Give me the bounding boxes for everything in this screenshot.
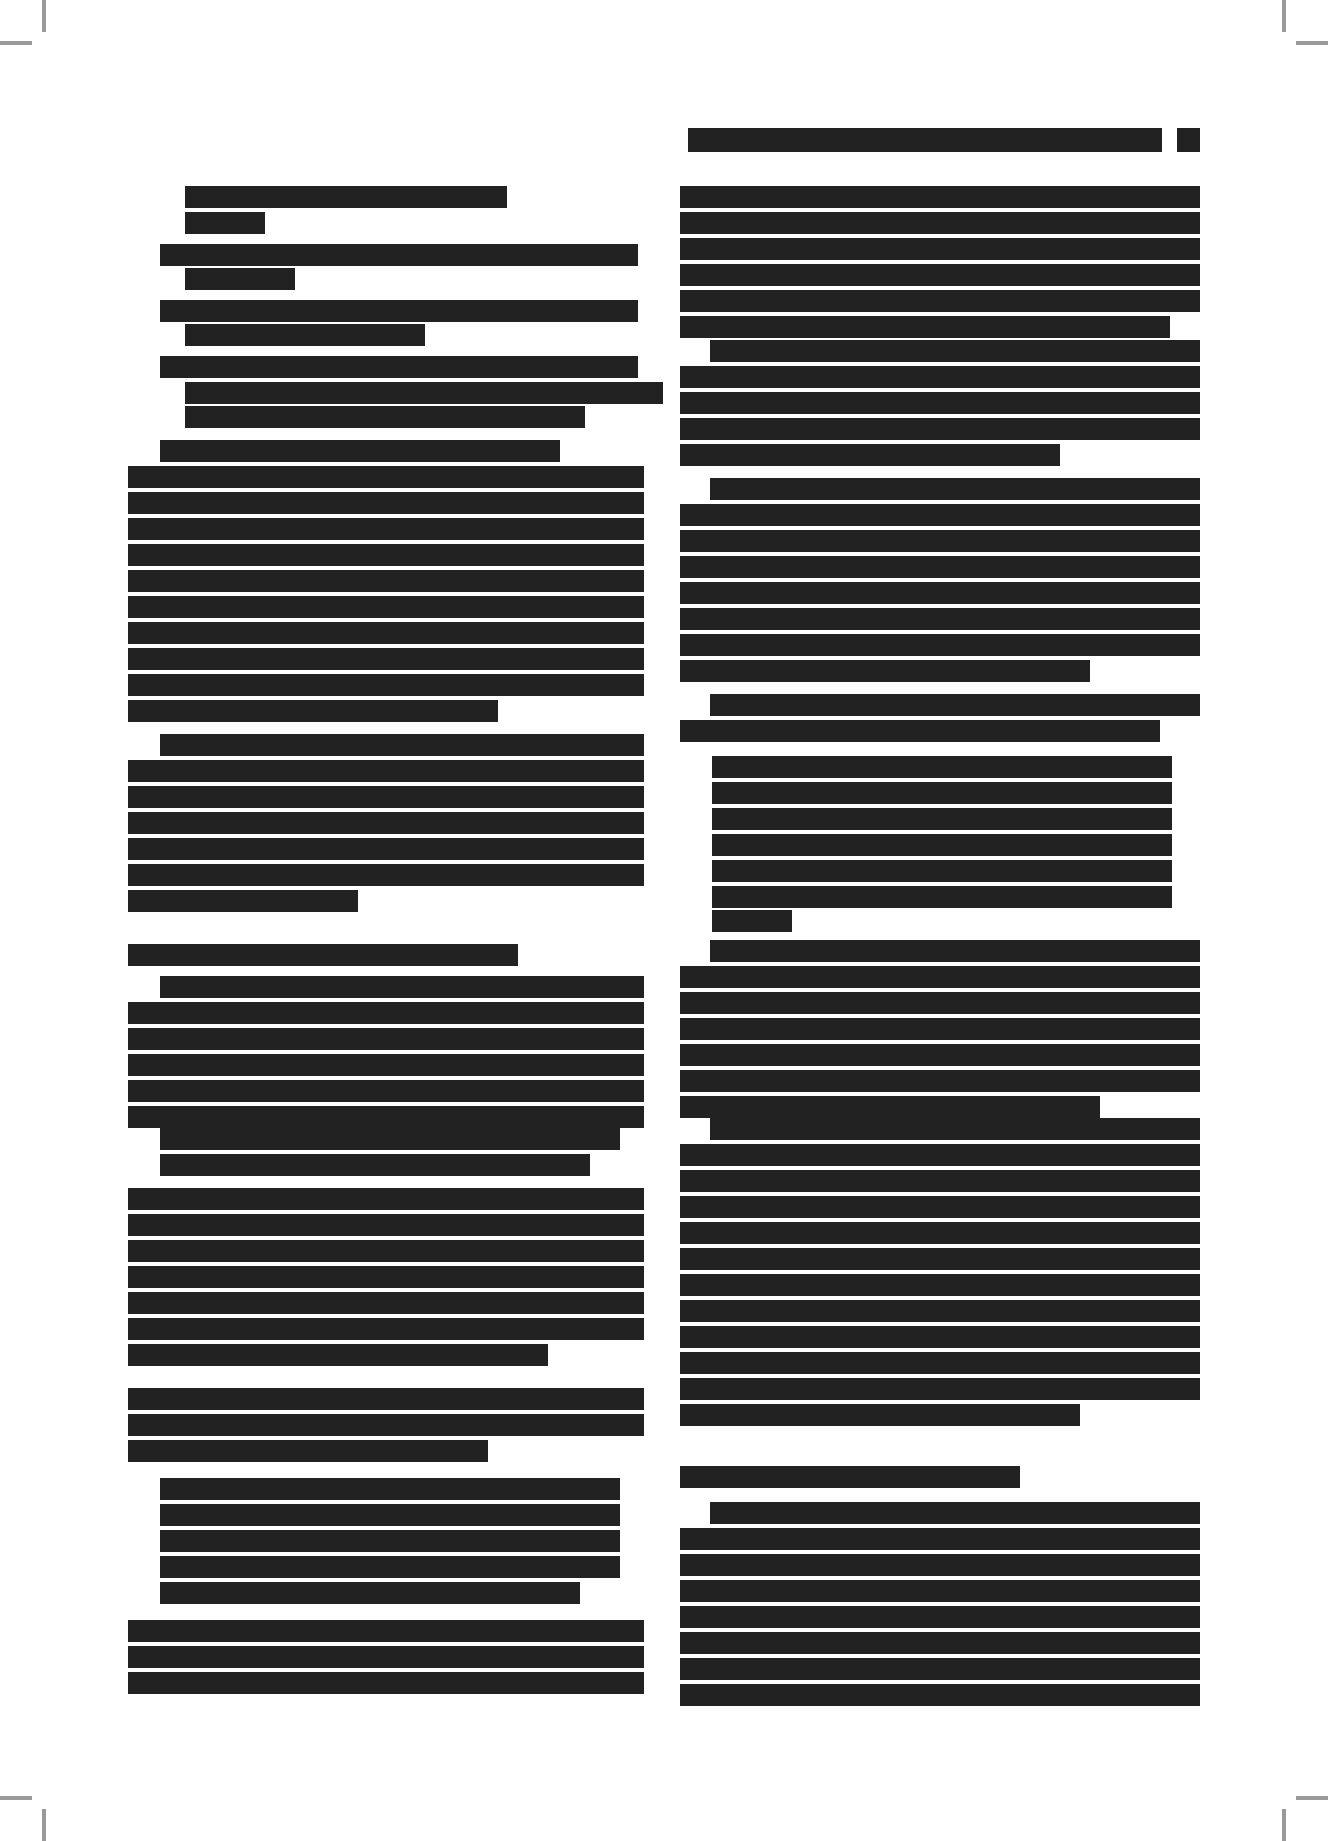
text-line [680,1222,1200,1244]
running-header [688,128,1162,152]
text-line [680,1096,1100,1118]
text-line [680,1018,1200,1040]
text-line [160,244,638,266]
text-line [712,808,1172,830]
text-line [680,1274,1200,1296]
text-line [680,1580,1200,1602]
text-line [160,300,638,322]
text-line [680,1466,1020,1488]
text-line [160,440,560,462]
text-line [680,290,1200,312]
text-line [680,238,1200,260]
text-line [680,186,1200,208]
text-line [680,660,1090,682]
text-line [680,608,1200,630]
crop-mark [0,41,32,45]
text-line [680,1070,1200,1092]
text-line [680,1326,1200,1348]
text-line [128,544,644,566]
crop-mark [42,0,46,32]
text-line [680,444,1060,466]
text-line [680,1554,1200,1576]
text-line [160,734,644,756]
text-line [160,1530,620,1552]
text-line [680,504,1200,526]
text-line [128,864,644,886]
text-line [710,1118,1200,1140]
text-line [128,596,644,618]
text-line [160,1556,620,1578]
text-line [128,1080,644,1102]
text-line [128,838,644,860]
text-line [128,890,358,912]
text-line [680,1404,1080,1426]
text-line [128,1002,644,1024]
text-line [128,622,644,644]
text-line [128,1620,644,1642]
text-line [128,1388,644,1410]
page-number [1177,128,1200,152]
text-line [712,860,1172,882]
text-line [185,324,425,346]
text-line [680,212,1200,234]
text-line [128,1672,644,1694]
text-line [185,212,265,234]
text-line [710,1502,1200,1524]
text-line [680,1378,1200,1400]
text-line [680,316,1170,338]
text-line [128,1266,644,1288]
text-line [680,1352,1200,1374]
text-line [680,556,1200,578]
text-line [712,756,1172,778]
text-line [712,886,1172,908]
text-line [160,1128,620,1150]
text-line [680,1684,1200,1706]
text-line [680,720,1160,742]
text-line [128,674,644,696]
text-line [680,418,1200,440]
text-line [128,492,644,514]
text-line [128,1292,644,1314]
text-line [680,1144,1200,1166]
text-line [710,340,1200,362]
text-line [128,648,644,670]
text-line [128,1054,644,1076]
text-line [185,268,295,290]
text-line [128,518,644,540]
text-line [680,634,1200,656]
text-line [160,1154,590,1176]
text-line [128,1214,644,1236]
text-line [128,1318,644,1340]
text-line [160,976,644,998]
text-line [712,834,1172,856]
text-line [680,1248,1200,1270]
text-line [128,944,518,966]
text-line [680,1196,1200,1218]
text-line [680,530,1200,552]
crop-mark [0,1796,32,1800]
text-line [128,812,644,834]
text-line [680,366,1200,388]
crop-mark [1282,0,1286,32]
text-line [128,786,644,808]
crop-mark [1282,1809,1286,1841]
text-line [680,582,1200,604]
text-line [128,1240,644,1262]
text-line [128,1440,488,1462]
text-line [680,1300,1200,1322]
text-line [160,1582,580,1604]
text-line [128,1646,644,1668]
text-line [680,1606,1200,1628]
text-line [128,700,498,722]
text-line [160,1504,620,1526]
text-line [160,1478,620,1500]
text-line [128,1106,644,1128]
crop-mark [1296,41,1328,45]
text-line [712,910,792,932]
text-line [185,186,507,208]
text-line [710,478,1200,500]
text-line [680,1170,1200,1192]
text-line [128,760,644,782]
text-line [128,1344,548,1366]
text-line [128,1188,644,1210]
text-line [185,382,663,404]
text-line [128,1028,644,1050]
text-line [185,406,585,428]
text-line [680,1658,1200,1680]
text-line [128,466,644,488]
text-line [710,694,1200,716]
text-line [128,570,644,592]
text-line [680,992,1200,1014]
crop-mark [42,1809,46,1841]
text-line [160,356,638,378]
text-line [680,966,1200,988]
text-line [710,940,1200,962]
text-line [680,1632,1200,1654]
text-line [680,1528,1200,1550]
crop-mark [1296,1796,1328,1800]
text-line [128,1414,644,1436]
text-line [680,1044,1200,1066]
text-line [680,264,1200,286]
text-line [680,392,1200,414]
legibility-note [0,0,1,1]
text-line [712,782,1172,804]
